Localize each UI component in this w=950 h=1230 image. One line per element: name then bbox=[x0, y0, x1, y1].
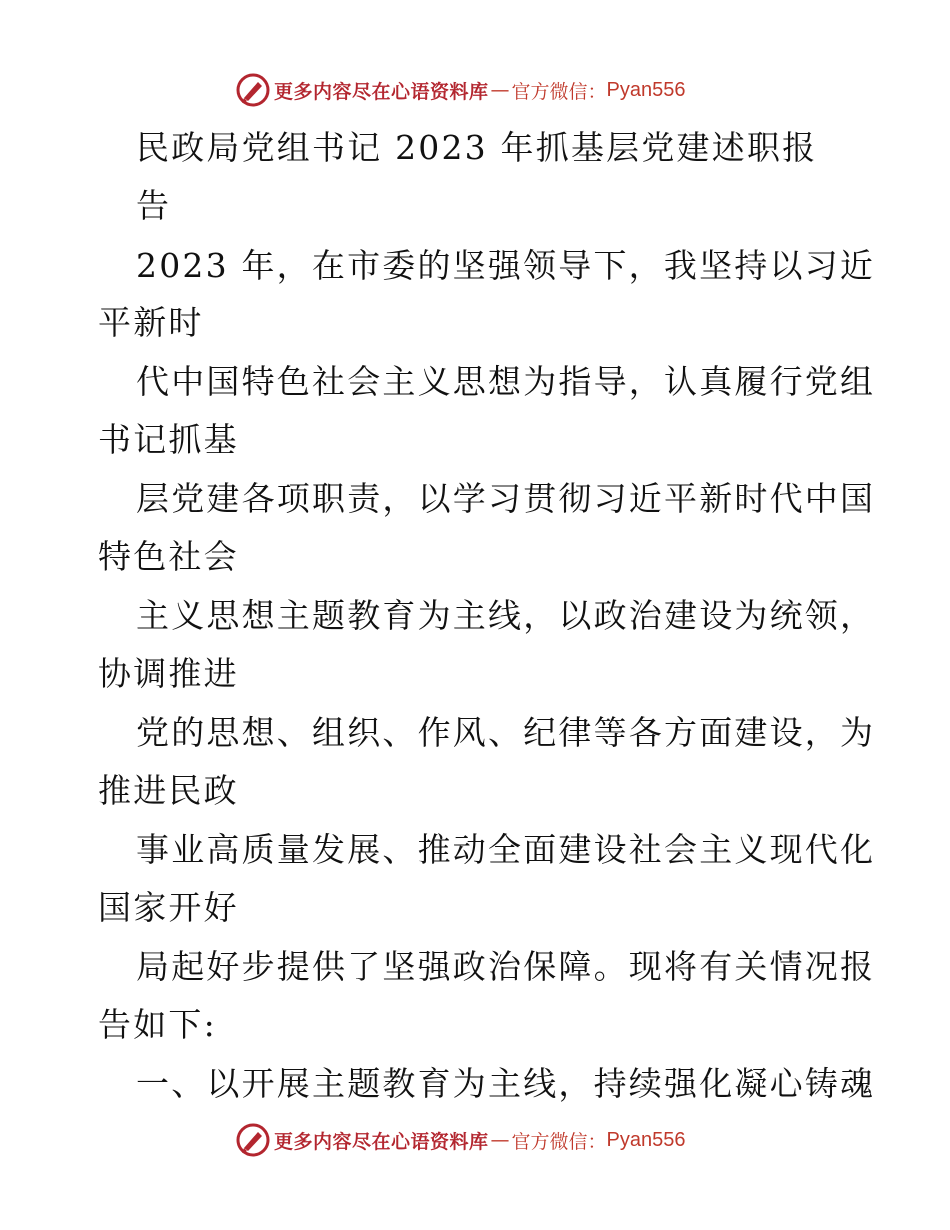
text-line: 2023 年，在市委的坚强领导下，我坚持以习近 bbox=[136, 246, 876, 285]
watermark-banner-top bbox=[236, 73, 686, 107]
text-line: 特色社会 bbox=[98, 537, 239, 576]
watermark-separator: — bbox=[490, 1129, 510, 1151]
text-line: 书记抓基 bbox=[98, 420, 239, 459]
watermark-main-text: 更多内容尽在心语资料库 bbox=[274, 1130, 489, 1153]
text-line: 国家开好 bbox=[98, 888, 239, 927]
watermark-sub-text: 官方微信： bbox=[511, 1130, 607, 1153]
watermark-separator: — bbox=[490, 79, 510, 101]
text-line: 代中国特色社会主义思想为指导，认真履行党组 bbox=[136, 362, 876, 401]
text-line: 推进民政 bbox=[98, 771, 239, 810]
text-line: 局起好步提供了坚强政治保障。现将有关情况报 bbox=[136, 947, 876, 986]
text-line: 平新时 bbox=[98, 303, 204, 342]
pen-logo-icon bbox=[236, 73, 270, 107]
document-title-line-2: 告 bbox=[136, 186, 172, 225]
text-line: 告如下: bbox=[98, 1005, 217, 1044]
watermark-sub-text: 官方微信： bbox=[511, 80, 607, 103]
text-line: 一、以开展主题教育为主线，持续强化凝心铸魂 bbox=[136, 1064, 876, 1103]
text-line: 主义思想主题教育为主线，以政治建设为统领， bbox=[136, 596, 876, 635]
text-line: 党的思想、组织、作风、纪律等各方面建设，为 bbox=[136, 713, 876, 752]
text-line: 事业高质量发展、推动全面建设社会主义现代化 bbox=[136, 830, 876, 869]
text-line: 层党建各项职责，以学习贯彻习近平新时代中国 bbox=[136, 479, 876, 518]
watermark-id: Pyan556 bbox=[606, 1128, 686, 1151]
watermark-banner-bottom bbox=[236, 1123, 686, 1157]
document-title-line-1: 民政局党组书记 2023 年抓基层党建述职报 bbox=[136, 128, 818, 167]
watermark-id: Pyan556 bbox=[606, 78, 686, 101]
watermark-main-text: 更多内容尽在心语资料库 bbox=[274, 80, 489, 103]
text-line: 协调推进 bbox=[98, 654, 239, 693]
pen-logo-icon bbox=[236, 1123, 270, 1157]
